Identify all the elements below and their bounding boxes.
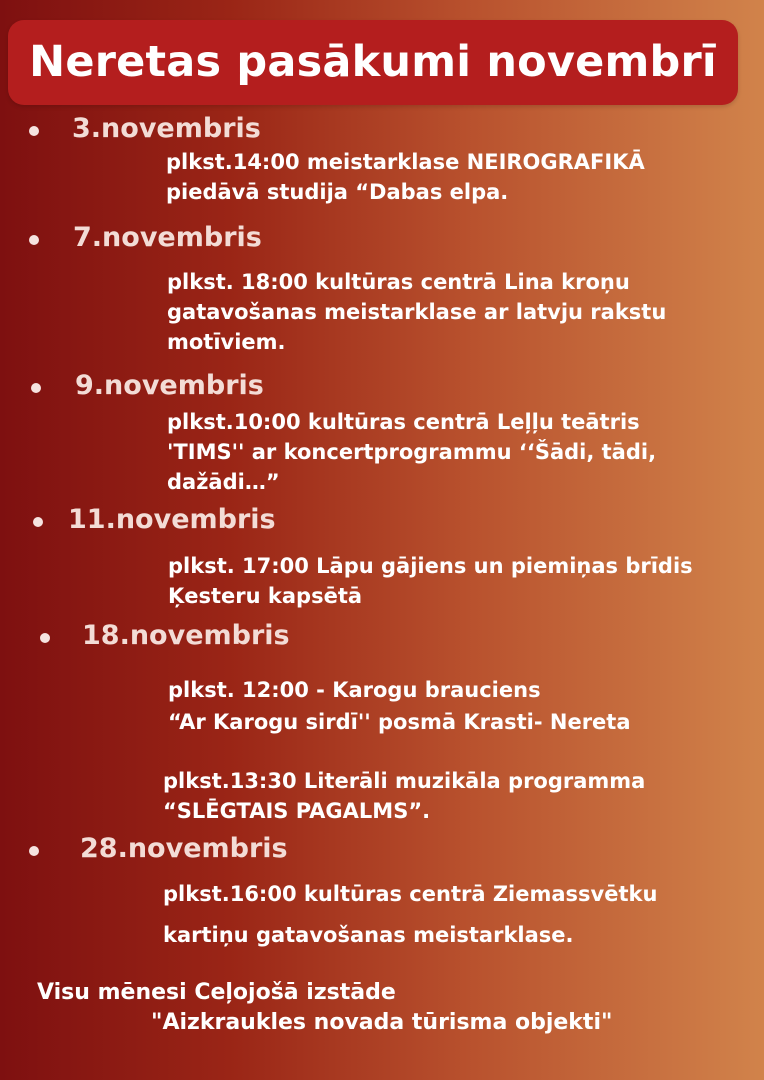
event-line: plkst. 17:00 Lāpu gājiens un piemiņas brīdis	[168, 554, 693, 578]
event-date: 9.novembris	[75, 370, 264, 401]
event-date: 18.novembris	[82, 620, 290, 651]
bullet-icon	[40, 633, 50, 643]
event-line: “SLĒGTAIS PAGALMS”.	[163, 799, 431, 823]
event-line: motīviem.	[167, 330, 286, 354]
bullet-icon	[31, 383, 41, 393]
event-date: 7.novembris	[73, 222, 262, 253]
event-line: plkst.16:00 kultūras centrā Ziemassvētku	[163, 882, 658, 906]
event-line: piedāvā studija “Dabas elpa.	[166, 180, 509, 204]
event-line: plkst. 18:00 kultūras centrā Lina kroņu	[167, 270, 630, 294]
event-line: dažādi…”	[167, 470, 280, 494]
footer-exhibition-label: Visu mēnesi Ceļojošā izstāde	[37, 980, 396, 1005]
page-title: Neretas pasākumi novembrī	[29, 37, 717, 87]
event-line: 'TIMS'' ar koncertprogrammu ‘‘Šādi, tādi,	[167, 440, 657, 464]
bullet-icon	[29, 846, 39, 856]
event-line: plkst.13:30 Literāli muzikāla programma	[163, 769, 646, 793]
event-date: 11.novembris	[68, 504, 276, 535]
event-line: kartiņu gatavošanas meistarklase.	[163, 923, 574, 947]
event-date: 28.novembris	[80, 833, 288, 864]
event-line: “Ar Karogu sirdī'' posmā Krasti- Nereta	[168, 710, 631, 734]
footer-exhibition-title: "Aizkraukles novada tūrisma objekti"	[151, 1010, 613, 1035]
bullet-icon	[33, 517, 43, 527]
bullet-icon	[29, 235, 39, 245]
event-line: plkst.14:00 meistarklase NEIROGRAFIKĀ	[166, 150, 645, 174]
event-line: Ķesteru kapsētā	[168, 584, 363, 608]
title-banner	[8, 20, 738, 105]
event-line: plkst.10:00 kultūras centrā Leļļu teātris	[167, 410, 640, 434]
event-date: 3.novembris	[72, 113, 261, 144]
event-line: plkst. 12:00 - Karogu brauciens	[168, 678, 541, 702]
bullet-icon	[29, 126, 39, 136]
event-line: gatavošanas meistarklase ar latvju rakstu	[167, 300, 667, 324]
